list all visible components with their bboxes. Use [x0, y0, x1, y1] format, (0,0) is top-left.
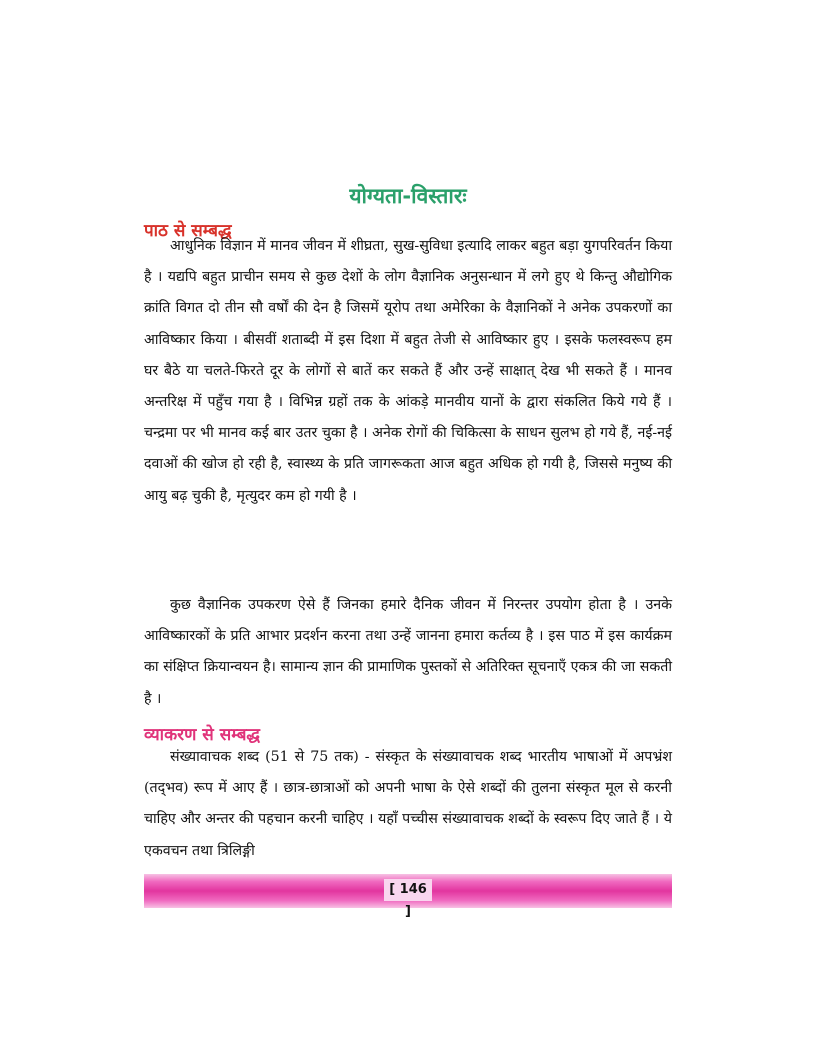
page-number: [ 146 ]	[384, 879, 432, 901]
page-title: योग्यता-विस्तारः	[349, 184, 467, 209]
paragraph-lesson-2: कुछ वैज्ञानिक उपकरण ऐसे हैं जिनका हमारे दैनिक जीवन में निरन्तर उपयोग होता है । उनके आविष्कारकों के प्रति आभार प्रदर्शन करना तथा उन्हें जानना हमारा कर्तव्य है । इस पाठ में इस कार्यक्रम का संक्षिप्त क्रियान्वयन है। सामान्य ज्ञान की प्रामाणिक पुस्तकों से अतिरिक्त सूचनाएँ एकत्र की जा सकती है ।	[144, 597, 672, 707]
paragraph-grammar-1: संख्यावाचक शब्द (51 से 75 तक) - संस्कृत के संख्यावाचक शब्द भारतीय भाषाओं में अपभ्रंश (तद्‌भव) रूप में आए हैं । छात्र-छात्राओं को अपनी भाषा के ऐसे शब्दों की तुलना संस्कृत मूल से करनी चाहिए और अन्तर की पहचान करनी चाहिए । यहाँ पच्चीस संख्यावाचक शब्दों के स्वरूप दिए जाते हैं । ये एकवचन तथा त्रिलिङ्गी	[144, 749, 672, 859]
section-heading-grammar: व्याकरण से सम्बद्ध	[144, 725, 261, 746]
section-heading-lesson: पाठ से सम्बद्ध	[144, 221, 232, 242]
paragraph-lesson-1: आधुनिक विज्ञान में मानव जीवन में शीघ्रता, सुख-सुविधा इत्यादि लाकर बहुत बड़ा युगपरिवर्तन किया है । यद्यपि बहुत प्राचीन समय से कुछ देशों के लोग वैज्ञानिक अनुसन्धान में लगे हुए थे किन्तु औद्योगिक क्रांति विगत दो तीन सौ वर्षों की देन है जिसमें यूरोप तथा अमेरिका के वैज्ञानिकों ने अनेक उपकरणों का आविष्कार किया । बीसवीं शताब्दी में इस दिशा में बहुत तेजी से आविष्कार हुए । इसके फलस्वरूप हम घर बैठे या चलते-फिरते दूर के लोगों से बातें कर सकते हैं और उन्हें साक्षात् देख भी सकते हैं । मानव अन्तरिक्ष में पहुँच गया है । विभिन्न ग्रहों तक के आंकड़े मानवीय यानों के द्वारा संकलित किये गये हैं । चन्द्रमा पर भी मानव कई बार उतर चुका है । अनेक रोगों की चिकित्सा के साधन सुलभ हो गये हैं, नई-नई दवाओं की खोज हो रही है, स्वास्थ्य के प्रति जागरूकता आज बहुत अधिक हो गयी है, जिससे मनुष्य की आयु बढ़ चुकी है, मृत्युदर कम हो गयी है ।	[144, 238, 672, 504]
